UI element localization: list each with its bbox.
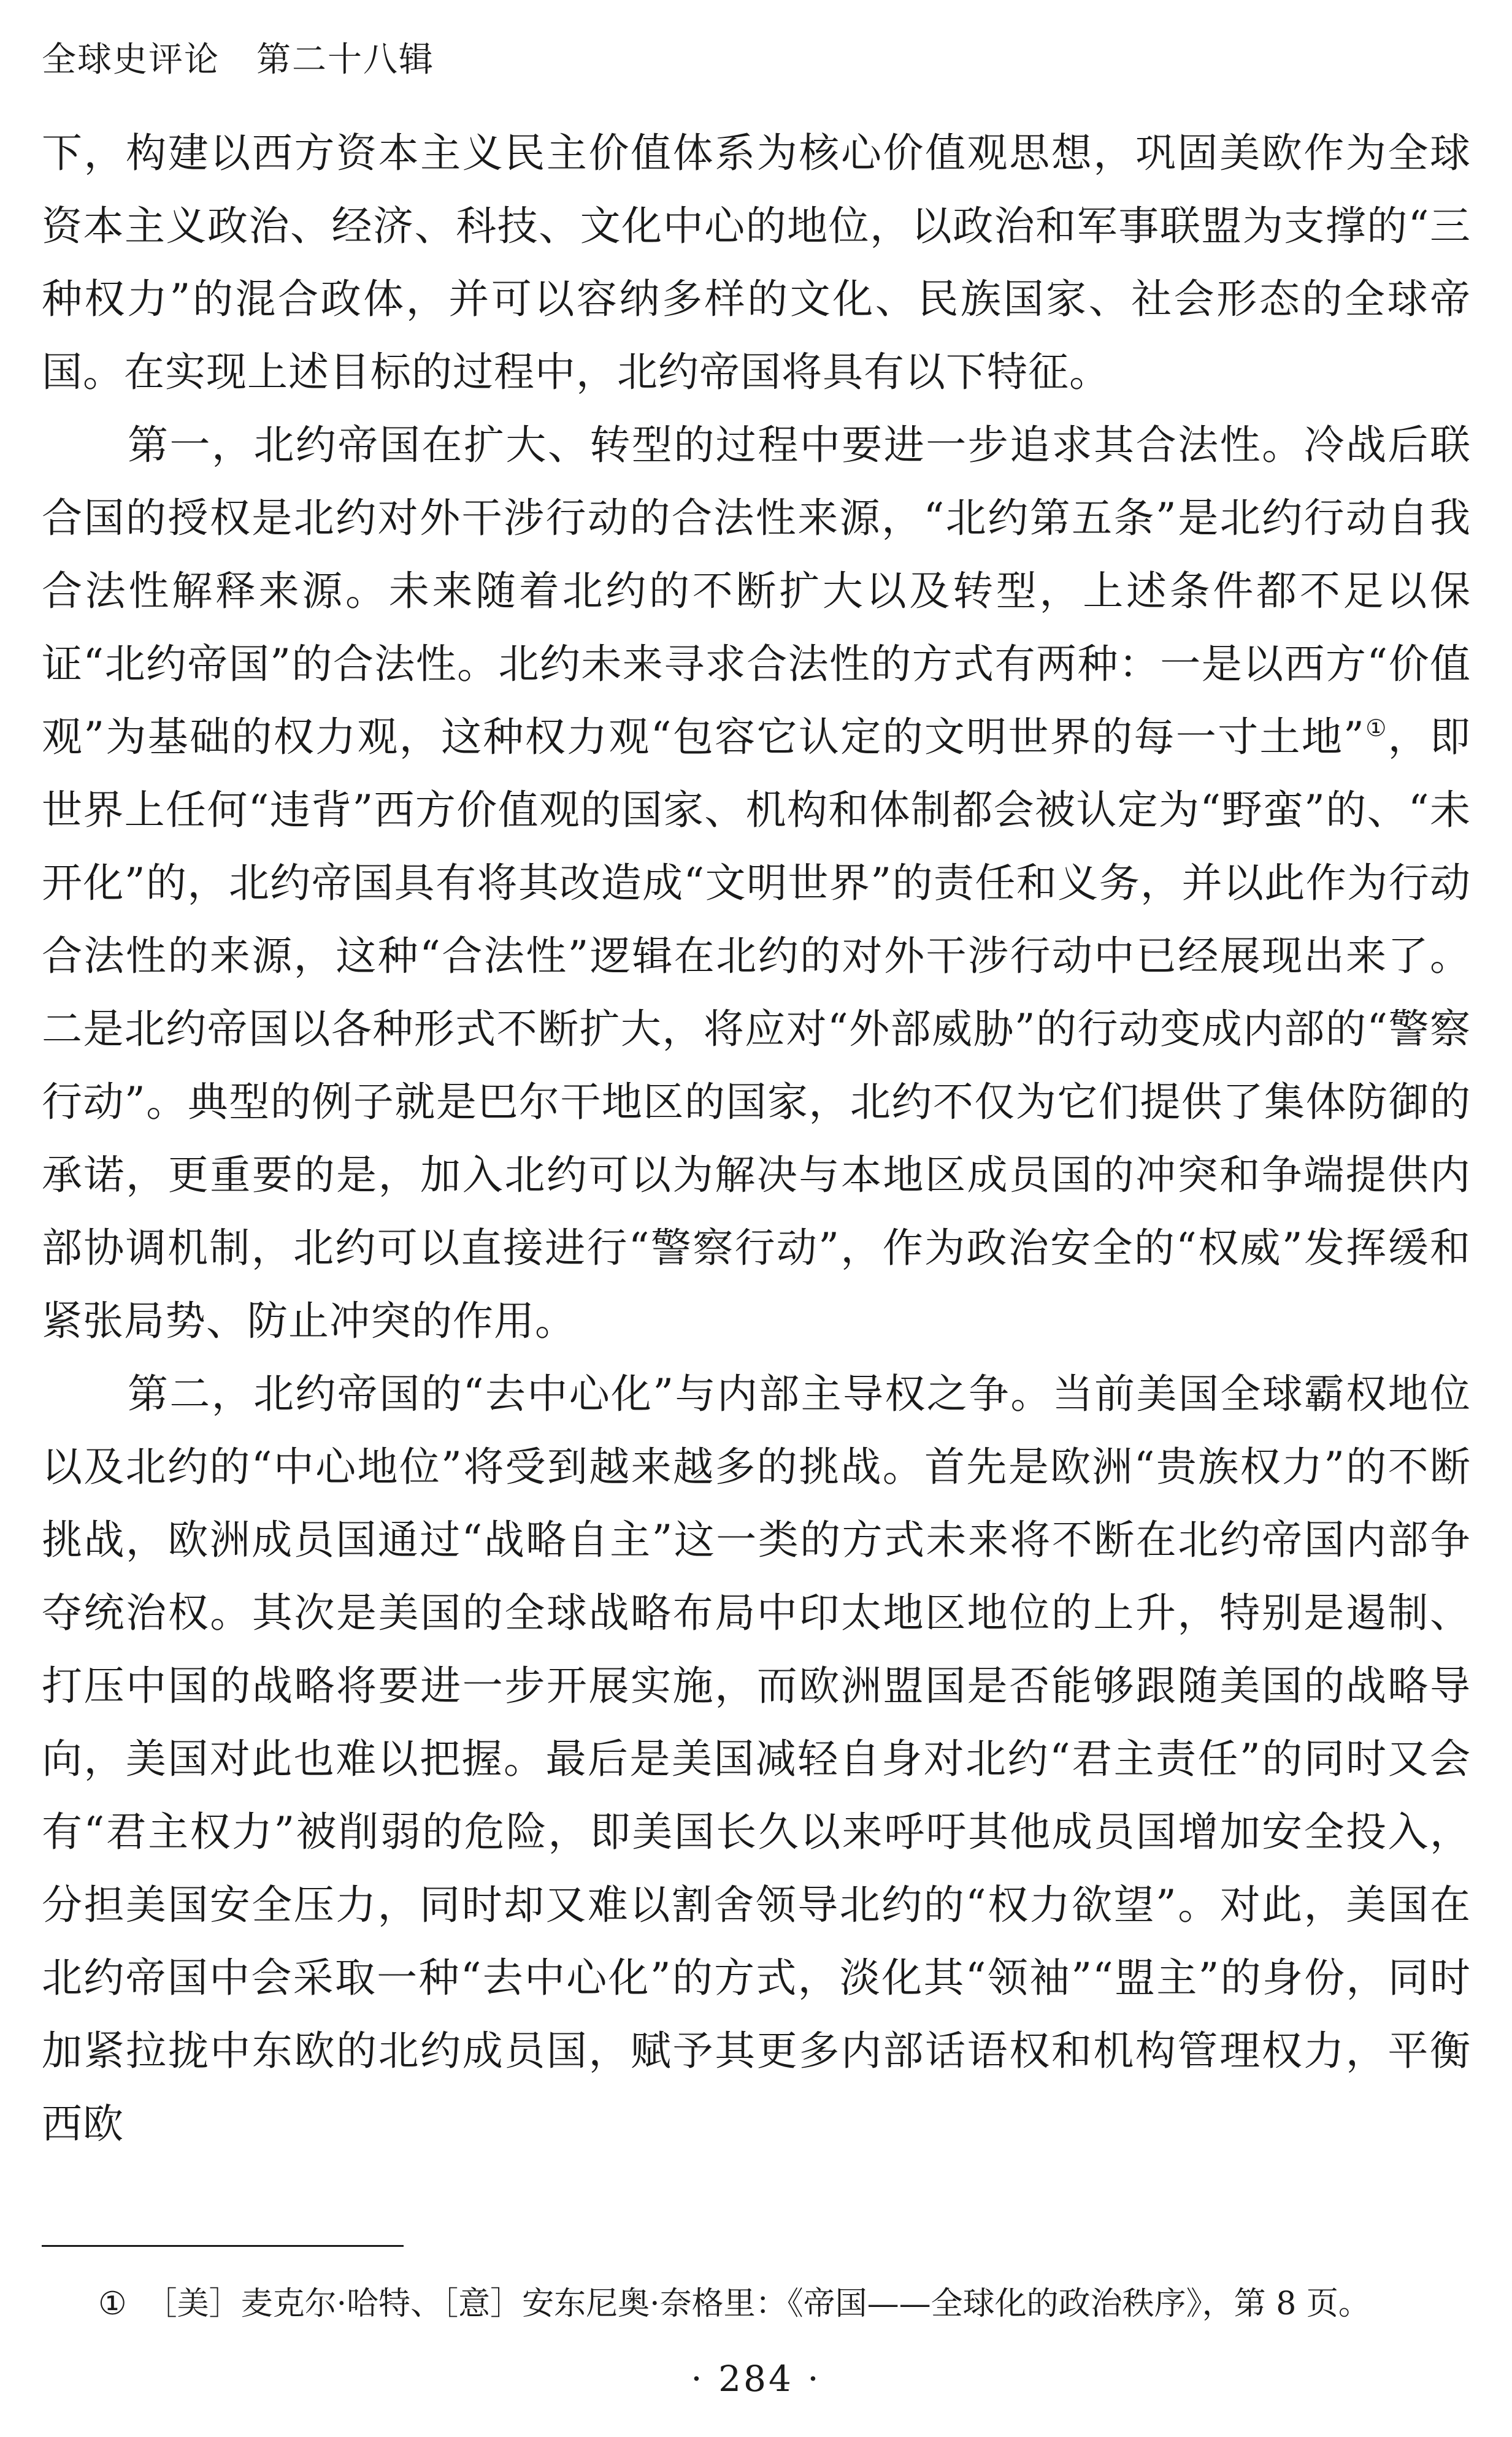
footnote-reference[interactable]: ① — [1364, 715, 1388, 742]
paragraph-text-part: 第一，北约帝国在扩大、转型的过程中要进一步追求其合法性。冷战后联合国的授权是北约对外干涉行动的合法性来源，“北约第五条”是北约行动自我合法性解释来源。未来随着北约的不断扩大以及转型，上述条件都不足以保证“北约帝国”的合法性。北约未来寻求合法性的方式有两种：一是以西方“价值观”为基础的权力观，这种权力观“包容它认定的文明世界的每一寸土地” — [42, 421, 1471, 761]
issue-number: 第二十八辑 — [256, 40, 434, 80]
footnote-mark: ① — [98, 2285, 127, 2322]
body-text — [42, 117, 1471, 2160]
footnote-text: ［美］麦克尔·哈特、［意］安东尼奥·奈格里：《帝国——全球化的政治秩序》，第 8 页。 — [145, 2285, 1370, 2322]
footnote — [98, 2279, 1472, 2328]
paragraph-first-feature — [42, 409, 1471, 1357]
running-head — [42, 36, 434, 85]
paragraph-text-part: ，即世界上任何“违背”西方价值观的国家、机构和体制都会被认定为“野蛮”的、“未开化”的，北约帝国具有将其改造成“文明世界”的责任和义务，并以此作为行动合法性的来源，这种“合法性”逻辑在北约的对外干涉行动中已经展现出来了。二是北约帝国以各种形式不断扩大，将应对“外部威胁”的行动变成内部的“警察行动”。典型的例子就是巴尔干地区的国家，北约不仅为它们提供了集体防御的承诺，更重要的是，加入北约可以为解决与本地区成员国的冲突和争端提供内部协调机制，北约可以直接进行“警察行动”，作为政治安全的“权威”发挥缓和紧张局势、防止冲突的作用。 — [42, 713, 1471, 1345]
journal-title: 全球史评论 — [42, 40, 220, 80]
footnote-divider — [42, 2245, 404, 2247]
paragraph-second-feature: 第二，北约帝国的“去中心化”与内部主导权之争。当前美国全球霸权地位以及北约的“中心地位”将受到越来越多的挑战。首先是欧洲“贵族权力”的不断挑战，欧洲成员国通过“战略自主”这一类的方式未来将不断在北约帝国内部争夺统治权。其次是美国的全球战略布局中印太地区地位的上升，特别是遏制、打压中国的战略将要进一步开展实施，而欧洲盟国是否能够跟随美国的战略导向，美国对此也难以把握。最后是美国减轻自身对北约“君主责任”的同时又会有“君主权力”被削弱的危险，即美国长久以来呼吁其他成员国增加安全投入，分担美国安全压力，同时却又难以割舍领导北约的“权力欲望”。对此，美国在北约帝国中会采取一种“去中心化”的方式，淡化其“领袖”“盟主”的身份，同时加紧拉拢中东欧的北约成员国，赋予其更多内部话语权和机构管理权力，平衡西欧 — [42, 1370, 1471, 2147]
paragraph-continued: 下，构建以西方资本主义民主价值体系为核心价值观思想，巩固美欧作为全球资本主义政治、经济、科技、文化中心的地位，以政治和军事联盟为支撑的“三种权力”的混合政体，并可以容纳多样的文化、民族国家、社会形态的全球帝国。在实现上述目标的过程中，北约帝国将具有以下特征。 — [42, 129, 1471, 396]
page-number: · 284 · — [691, 2358, 821, 2400]
